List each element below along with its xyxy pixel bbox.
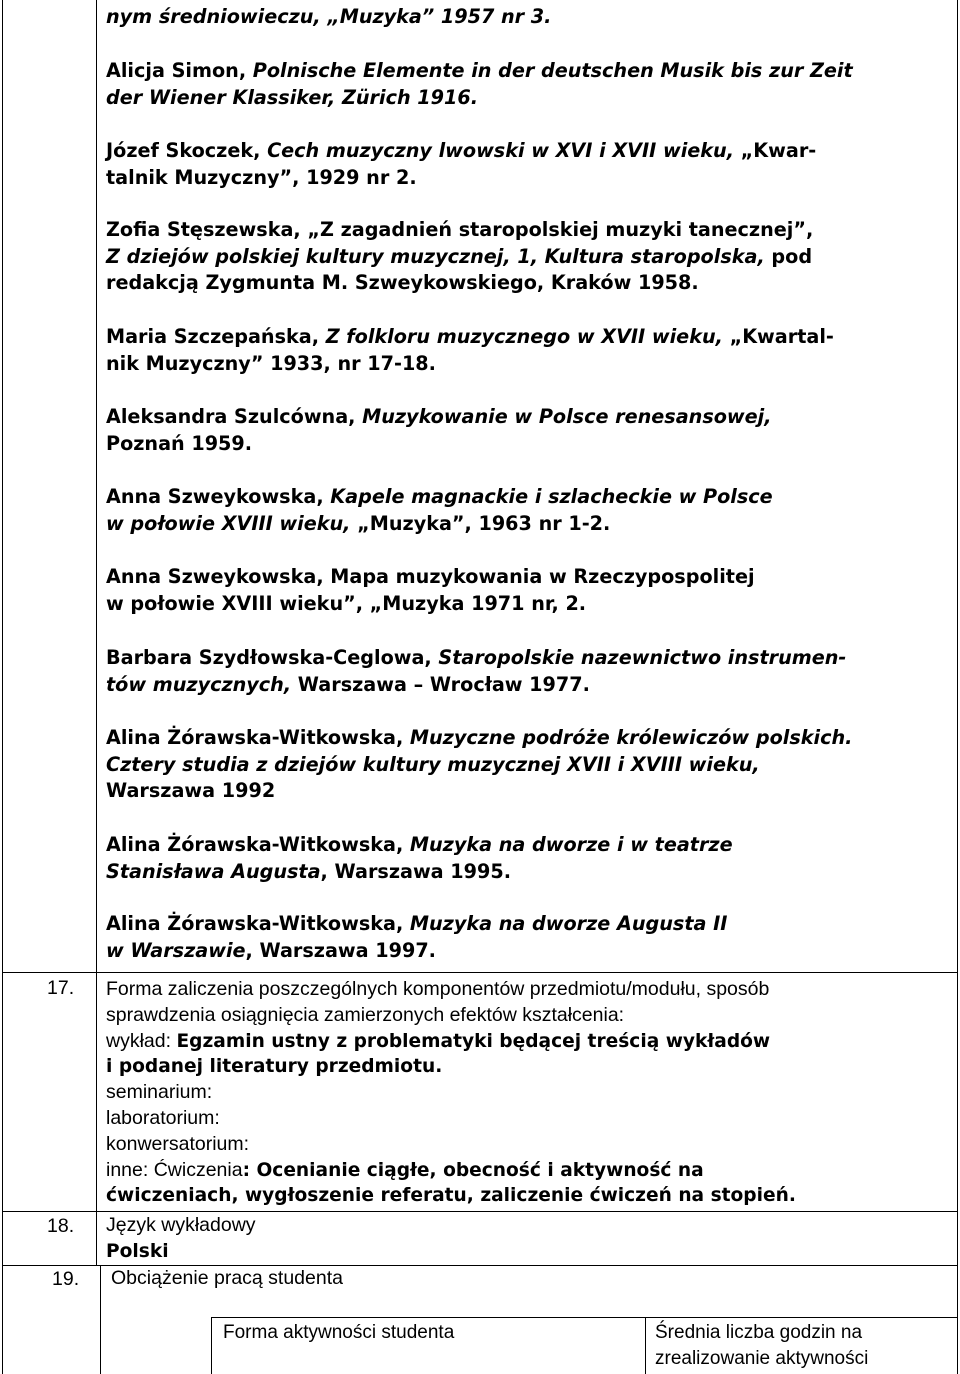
conversation-label: konwersatorium: — [106, 1132, 250, 1155]
bibliography-text: Alina Żórawska-Witkowska, — [106, 726, 410, 749]
bibliography-text: , Warszawa 1995. — [320, 859, 511, 883]
bibliography-title-text: Kapele magnackie i szlacheckie w Polsce — [330, 485, 773, 508]
activity-table-top — [211, 1317, 958, 1318]
bibliography-entry — [106, 484, 946, 537]
bibliography-title-text: Muzyka na dworze Augusta II — [409, 912, 728, 935]
lecture-value: Egzamin ustny z problematyki będącej treścią wykładów — [176, 1030, 771, 1052]
bibliography-text: Barbara Szydłowska-Ceglowa, — [106, 646, 439, 669]
language-value: Polski — [106, 1240, 169, 1262]
lecture-row-cont — [106, 1054, 796, 1080]
bibliography-line — [106, 4, 946, 31]
bibliography-entry — [106, 58, 946, 111]
section-18-content — [106, 1213, 256, 1265]
bibliography-entry — [106, 324, 946, 377]
bibliography-line — [106, 672, 946, 699]
bibliography-entry — [106, 564, 946, 617]
bibliography-text: „Muzyka”, 1963 nr 1-2. — [357, 511, 611, 535]
bibliography-line — [106, 511, 946, 538]
bibliography-line — [106, 591, 946, 618]
bibliography-title-text: Muzykowanie w Polsce renesansowej, — [362, 405, 772, 428]
average-hours-header — [655, 1320, 949, 1372]
section-17-number: 17. — [47, 977, 75, 999]
row19-column-divider — [100, 1265, 101, 1374]
lecture-label: wykład: — [106, 1029, 177, 1052]
section-18-number: 18. — [47, 1215, 75, 1237]
bibliography-text: Anna Szweykowska, — [106, 485, 331, 508]
bibliography-line — [106, 244, 946, 271]
other-label: inne: Ćwiczenia — [106, 1158, 243, 1181]
activity-table-left — [211, 1317, 212, 1374]
bibliography-line — [106, 165, 946, 192]
bibliography-text: „Kwar- — [740, 139, 817, 162]
bibliography-line — [106, 832, 946, 859]
bibliography-text: Józef Skoczek, — [106, 139, 268, 162]
other-row — [106, 1158, 796, 1184]
bibliography-entry — [106, 645, 946, 698]
bibliography-text: Zofia Stęszewska, „Z zagadnień staropolskiej muzyki tanecznej”, — [106, 218, 814, 241]
bibliography-line — [106, 270, 946, 297]
bibliography-line — [106, 484, 946, 511]
bibliography-title-text: w połowie XVIII wieku, — [106, 511, 358, 535]
section-18-value — [106, 1239, 256, 1265]
bibliography-text: Anna Szweykowska, Mapa muzykowania w Rzeczypospolitej — [106, 565, 755, 588]
bibliography-line — [106, 85, 946, 112]
bibliography-title-text: Muzyczne podróże królewiczów polskich. — [409, 726, 853, 749]
bibliography-entry — [106, 138, 946, 191]
section-18-title: Język wykładowy — [106, 1214, 256, 1236]
bibliography-text: „Kwartal- — [729, 325, 834, 348]
bibliography-line — [106, 564, 946, 591]
bibliography-entry — [106, 911, 946, 964]
section-19-title: Obciążenie pracą studenta — [111, 1267, 343, 1289]
bibliography-title-text: Z folkloru muzycznego w XVII wieku, — [325, 325, 730, 348]
bibliography-entry — [106, 404, 946, 457]
bibliography-line — [106, 217, 946, 244]
table-column-divider — [96, 0, 97, 1265]
bibliography-text: Maria Szczepańska, — [106, 325, 326, 348]
lecture-row — [106, 1029, 796, 1055]
bibliography-line — [106, 938, 946, 965]
bibliography-title-text: Polnische Elemente in der deutschen Musik bis zur Zeit — [252, 59, 853, 82]
section-17-content — [106, 977, 796, 1209]
bibliography-title-text: der Wiener Klassiker, Zürich 1916. — [106, 85, 478, 109]
bibliography-title-text: w Warszawie — [106, 938, 246, 962]
bibliography-text: redakcją Zygmunta M. Szweykowskiego, Kraków 1958. — [106, 271, 699, 294]
bibliography-line — [106, 859, 946, 886]
bibliography-text: talnik Muzyczny”, 1929 nr 2. — [106, 165, 417, 189]
bibliography-line — [106, 778, 946, 805]
bibliography-text: nik Muzyczny” 1933, nr 17-18. — [106, 351, 436, 375]
average-hours-header-line1: Średnia liczba godzin na — [655, 1322, 863, 1343]
bibliography-text: Aleksandra Szulcówna, — [106, 405, 363, 428]
bibliography-title-text: Staropolskie nazewnictwo instrumen- — [438, 646, 847, 669]
other-row-cont — [106, 1183, 796, 1209]
bibliography-title-text: Z dziejów polskiej kultury muzycznej, 1, Kultura staropolska, — [106, 244, 765, 268]
bibliography-line — [106, 645, 946, 672]
bibliography-title-text: Cztery studia z dziejów kultury muzycznej XVII i XVIII wieku, — [106, 752, 760, 776]
bibliography-title-text: tów muzycznych, — [106, 672, 292, 696]
bibliography-title-text: Cech muzyczny lwowski w XVI i XVII wieku, — [267, 139, 741, 162]
bibliography-text: Alicja Simon, — [106, 59, 253, 82]
bibliography-line — [106, 911, 946, 938]
section-17-title: Forma zaliczenia poszczególnych komponentów przedmiotu/modułu, sposób — [106, 978, 770, 1000]
bibliography-title-text: Muzyka na dworze i w teatrze — [409, 833, 733, 856]
lecture-value-cont: i podanej literatury przedmiotu. — [106, 1056, 443, 1078]
bibliography-text: Warszawa 1992 — [106, 779, 276, 802]
bibliography-text: Warszawa – Wrocław 1977. — [291, 672, 590, 696]
other-value-cont: ćwiczeniach, wygłoszenie referatu, zaliczenie ćwiczeń na stopień. — [106, 1185, 796, 1207]
activity-form-header: Forma aktywności studenta — [223, 1322, 455, 1343]
other-value: : Ocenianie ciągłe, obecność i aktywność na — [242, 1159, 704, 1181]
average-hours-header-line2: zrealizowanie aktywności — [655, 1348, 869, 1369]
seminar-label: seminarium: — [106, 1081, 213, 1104]
row-divider-17 — [2, 972, 958, 973]
bibliography-line — [106, 431, 946, 458]
bibliography-text: Poznań 1959. — [106, 431, 253, 455]
bibliography-entry — [106, 725, 946, 805]
lab-label: laboratorium: — [106, 1106, 220, 1129]
activity-table-mid — [645, 1317, 646, 1374]
bibliography-title-text: Stanisława Augusta — [106, 859, 321, 883]
bibliography-line — [106, 138, 946, 165]
section-17-title-cont: sprawdzenia osiągnięcia zamierzonych efektów kształcenia: — [106, 1003, 625, 1026]
row-divider-18 — [2, 1211, 958, 1212]
bibliography-title-text: nym średniowieczu, „Muzyka” 1957 nr 3. — [106, 5, 552, 28]
bibliography-line — [106, 324, 946, 351]
bibliography-line — [106, 404, 946, 431]
bibliography-text: Alina Żórawska-Witkowska, — [106, 833, 410, 856]
bibliography-line — [106, 752, 946, 779]
bibliography-line — [106, 351, 946, 378]
section-19-number: 19. — [52, 1268, 80, 1290]
bibliography-text: w połowie XVIII wieku”, „Muzyka 1971 nr, 2. — [106, 591, 587, 615]
bibliography-line — [106, 58, 946, 85]
bibliography-line — [106, 725, 946, 752]
bibliography-entry — [106, 217, 946, 297]
bibliography-text: pod — [764, 244, 813, 268]
bibliography-entry — [106, 4, 946, 31]
bibliography-text: Alina Żórawska-Witkowska, — [106, 912, 410, 935]
bibliography-text: , Warszawa 1997. — [245, 938, 436, 962]
bibliography-entry — [106, 832, 946, 885]
